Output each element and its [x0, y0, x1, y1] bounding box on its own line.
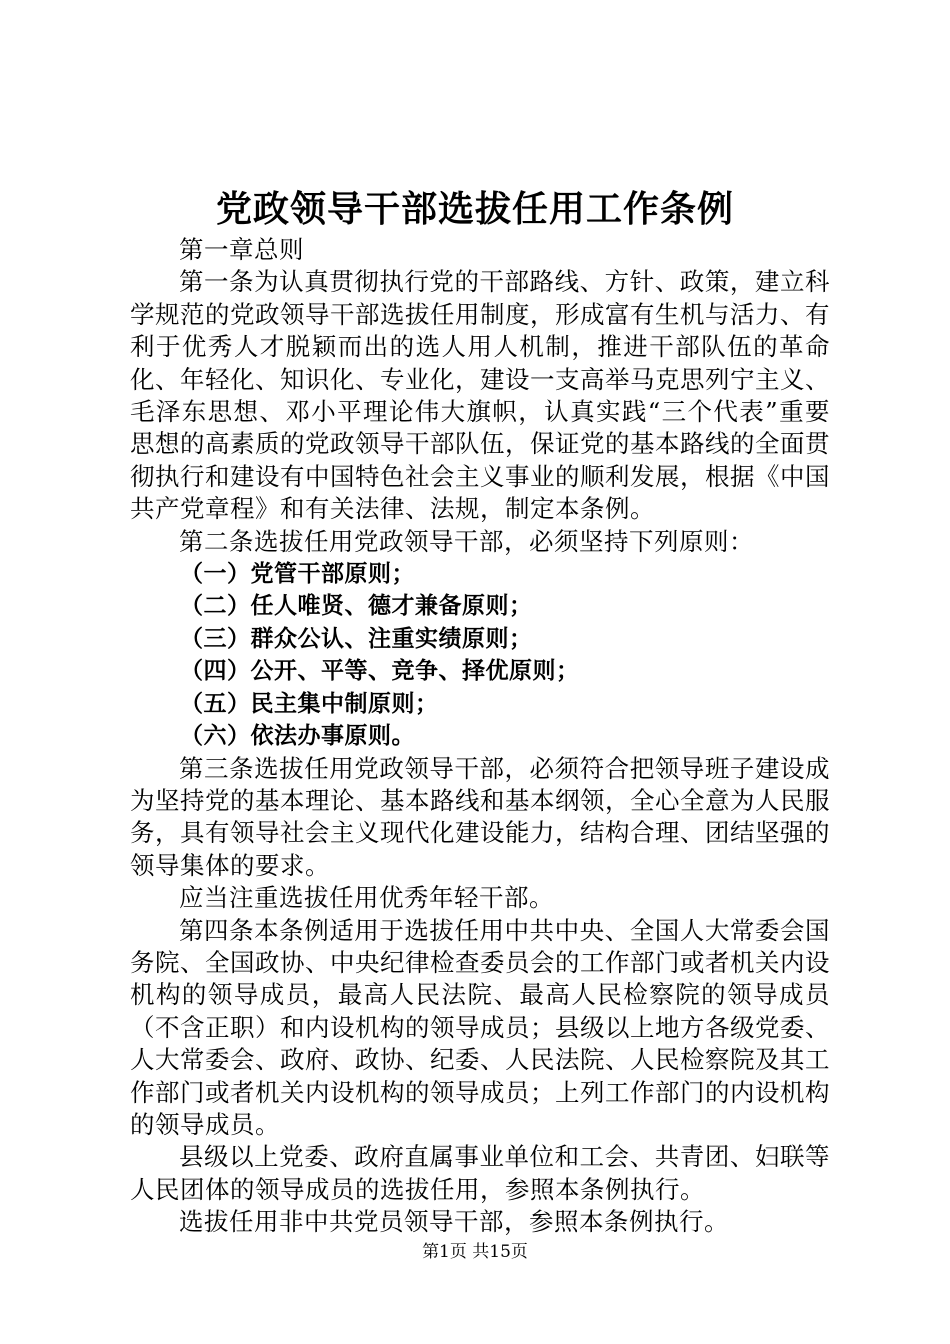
page-footer: 第1页 共15页 — [422, 1242, 528, 1262]
article-1: 第一条为认真贯彻执行党的干部路线、方针、政策，建立科学规范的党政领导干部选拔任用制度，形成富有生机与活力、有利于优秀人才脱颖而出的选人用人机制，推进干部队伍的革命化、年轻化、知识化、专业化，建设一支高举马克思列宁主义、毛泽东思想、邓小平理论伟大旗帜，认真实践“三个代表”重要思想的高素质的党政领导干部队伍，保证党的基本路线的全面贯彻执行和建设有中国特色社会主义事业的顺利发展，根据《中国共产党章程》和有关法律、法规，制定本条例。 — [130, 267, 830, 524]
principle-item: （一）党管干部原则； — [180, 561, 415, 588]
article-3-extra: 应当注重选拔任用优秀年轻干部。 — [179, 883, 554, 913]
principle-item: （六）依法办事原则。 — [180, 723, 415, 750]
document-title: 党政领导干部选拔任用工作条例 — [215, 188, 734, 230]
document-body — [130, 234, 830, 1239]
chapter-heading: 第一章总则 — [179, 235, 304, 264]
principle-item: （四）公开、平等、竞争、择优原则； — [180, 658, 580, 685]
article-3: 第三条选拔任用党政领导干部，必须符合把领导班子建设成为坚持党的基本理论、基本路线和基本纲领，全心全意为人民服务，具有领导社会主义现代化建设能力，结构合理、团结坚强的领导集体的要求。 — [130, 753, 830, 880]
principle-item: （五）民主集中制原则； — [180, 690, 439, 717]
article-4: 第四条本条例适用于选拔任用中共中央、全国人大常委会国务院、全国政协、中央纪律检查委员会的工作部门或者机关内设机构的领导成员，最高人民法院、最高人民检察院的领导成员（不含正职）和内设机构的领导成员；县级以上地方各级党委、人大常委会、政府、政协、纪委、人民法院、人民检察院及其工作部门或者机关内设机构的领导成员；上列工作部门的内设机构的领导成员。 — [130, 915, 830, 1139]
principle-item: （二）任人唯贤、德才兼备原则； — [180, 593, 533, 620]
article-4-extra-2: 选拔任用非中共党员领导干部，参照本条例执行。 — [179, 1207, 729, 1237]
principle-item: （三）群众公认、注重实绩原则； — [180, 625, 533, 652]
article-4-extra-1: 县级以上党委、政府直属事业单位和工会、共青团、妇联等人民团体的领导成员的选拔任用，参照本条例执行。 — [130, 1142, 830, 1204]
article-2: 第二条选拔任用党政领导干部，必须坚持下列原则： — [179, 526, 754, 556]
